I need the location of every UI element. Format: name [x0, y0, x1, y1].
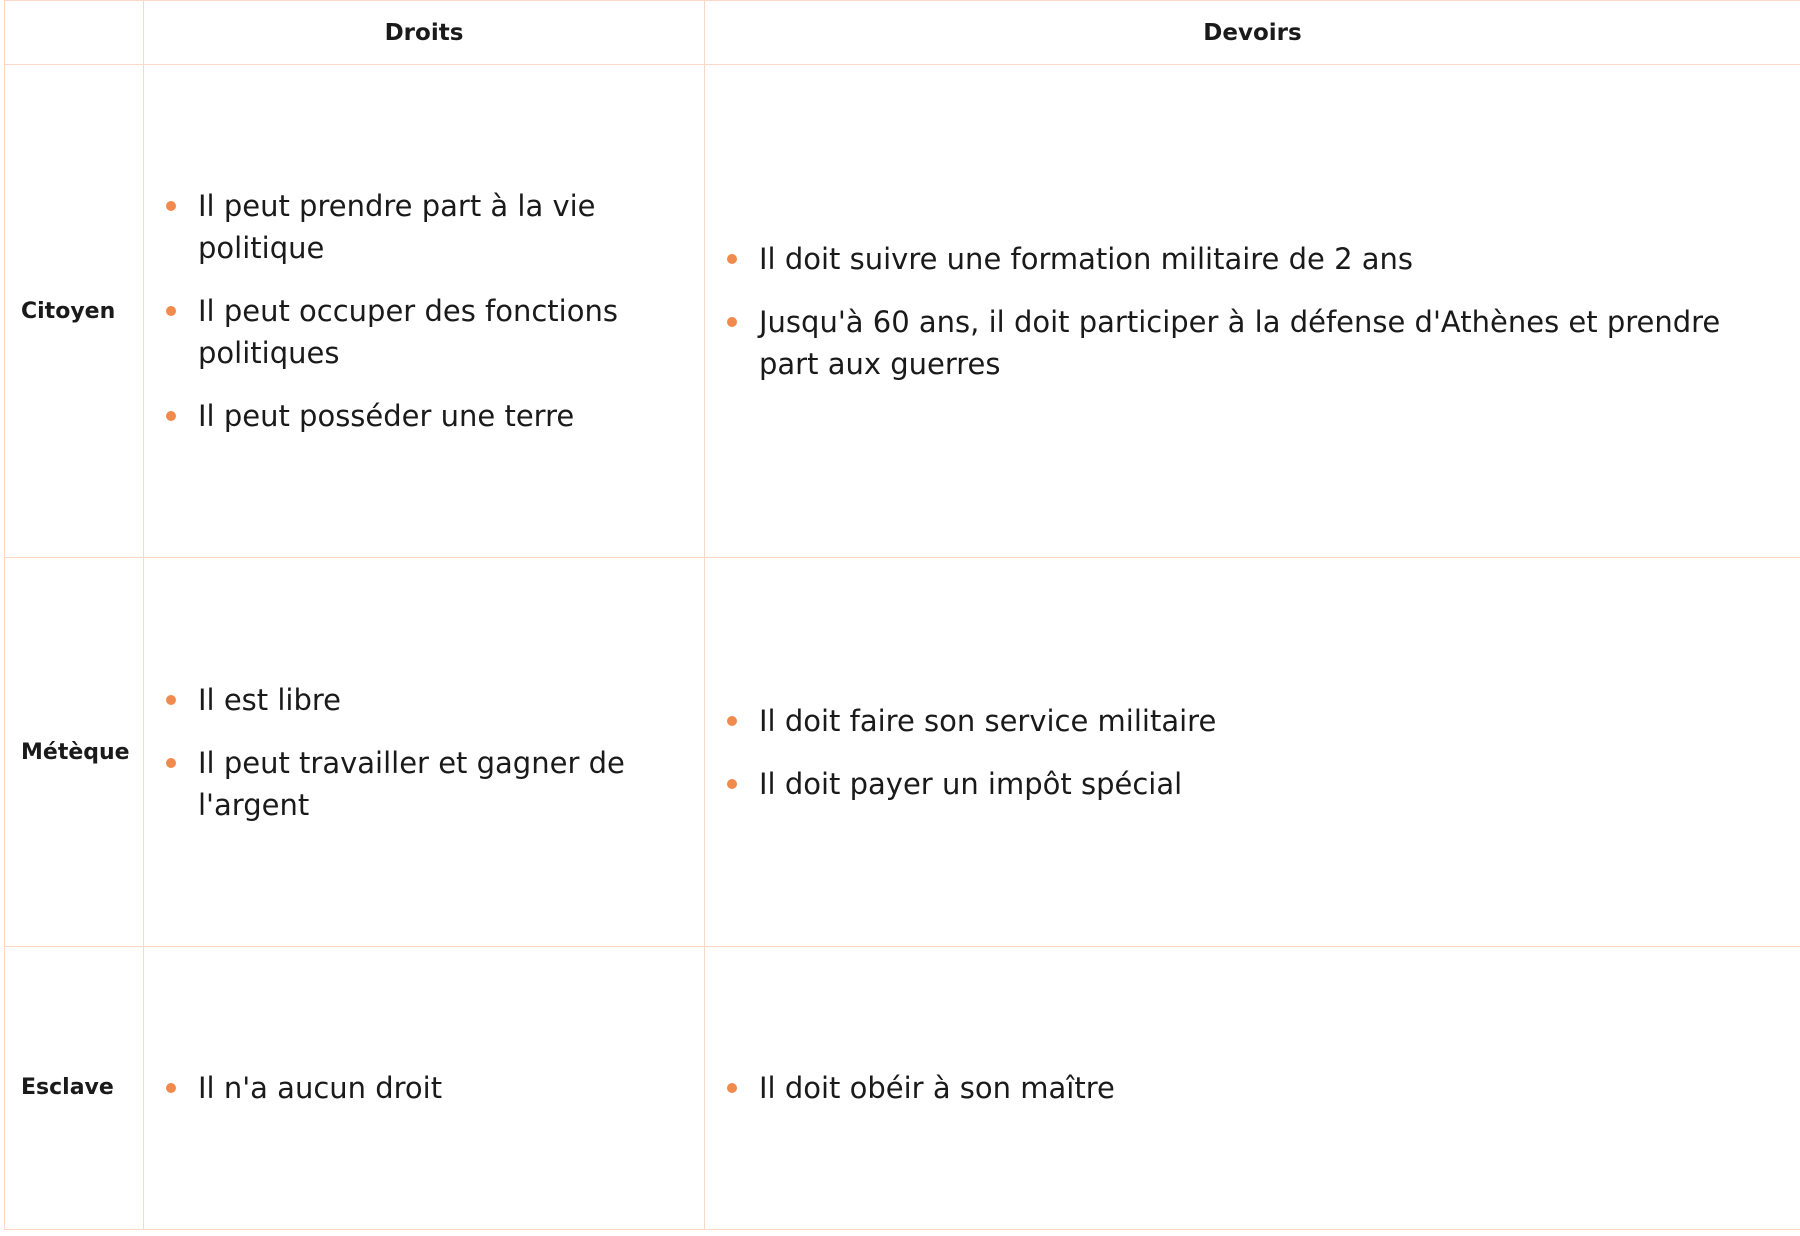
bullet-icon — [166, 411, 176, 421]
bullet-icon — [166, 1083, 176, 1093]
list-item — [166, 742, 664, 826]
list-item-text: Il doit faire son service militaire — [759, 703, 1217, 738]
rights-cell-meteque — [144, 558, 705, 946]
duties-column-header: Devoirs — [705, 1, 1800, 65]
rights-duties-table — [4, 0, 1800, 1230]
table-row-citoyen — [5, 65, 1800, 558]
bullet-icon — [166, 306, 176, 316]
status-label-citoyen: Citoyen — [5, 65, 144, 558]
list-item-text: Il doit payer un impôt spécial — [759, 766, 1183, 801]
duties-list — [727, 700, 1760, 805]
bullet-icon — [727, 779, 737, 789]
corner-header — [5, 1, 144, 65]
duties-cell-esclave — [705, 946, 1800, 1229]
table-row-meteque — [5, 558, 1800, 946]
table-row-esclave — [5, 946, 1800, 1229]
list-item — [727, 763, 1760, 805]
bullet-icon — [166, 695, 176, 705]
bullet-icon — [166, 758, 176, 768]
bullet-icon — [166, 201, 176, 211]
duties-cell-citoyen — [705, 65, 1800, 558]
bullet-icon — [727, 716, 737, 726]
list-item — [727, 1067, 1760, 1109]
status-label-meteque: Métèque — [5, 558, 144, 946]
list-item — [166, 1067, 664, 1109]
rights-list — [166, 1067, 664, 1109]
duties-list — [727, 1067, 1760, 1109]
status-label-esclave: Esclave — [5, 946, 144, 1229]
list-item-text: Il doit suivre une formation militaire de 2 ans — [759, 241, 1414, 276]
header-row — [5, 1, 1800, 65]
list-item — [166, 185, 664, 269]
list-item-text: Jusqu'à 60 ans, il doit participer à la défense d'Athènes et prendre part aux guerres — [759, 304, 1721, 381]
duties-cell-meteque — [705, 558, 1800, 946]
list-item — [166, 290, 664, 374]
list-item — [166, 395, 664, 437]
bullet-icon — [727, 317, 737, 327]
list-item-text: Il peut posséder une terre — [198, 399, 575, 434]
rights-cell-citoyen — [144, 65, 705, 558]
list-item-text: Il peut prendre part à la vie politique — [198, 189, 596, 266]
list-item — [166, 679, 664, 721]
list-item-text: Il peut travailler et gagner de l'argent — [198, 745, 625, 822]
list-item — [727, 238, 1760, 280]
rights-column-header: Droits — [144, 1, 705, 65]
list-item-text: Il peut occuper des fonctions politiques — [198, 294, 618, 371]
list-item — [727, 301, 1760, 385]
list-item — [727, 700, 1760, 742]
duties-list — [727, 238, 1760, 385]
list-item-text: Il doit obéir à son maître — [759, 1070, 1115, 1105]
rights-duties-table-container — [4, 0, 1800, 1230]
bullet-icon — [727, 1083, 737, 1093]
rights-list — [166, 185, 664, 437]
rights-cell-esclave — [144, 946, 705, 1229]
list-item-text: Il est libre — [198, 682, 342, 717]
list-item-text: Il n'a aucun droit — [198, 1070, 443, 1105]
rights-list — [166, 679, 664, 826]
bullet-icon — [727, 254, 737, 264]
